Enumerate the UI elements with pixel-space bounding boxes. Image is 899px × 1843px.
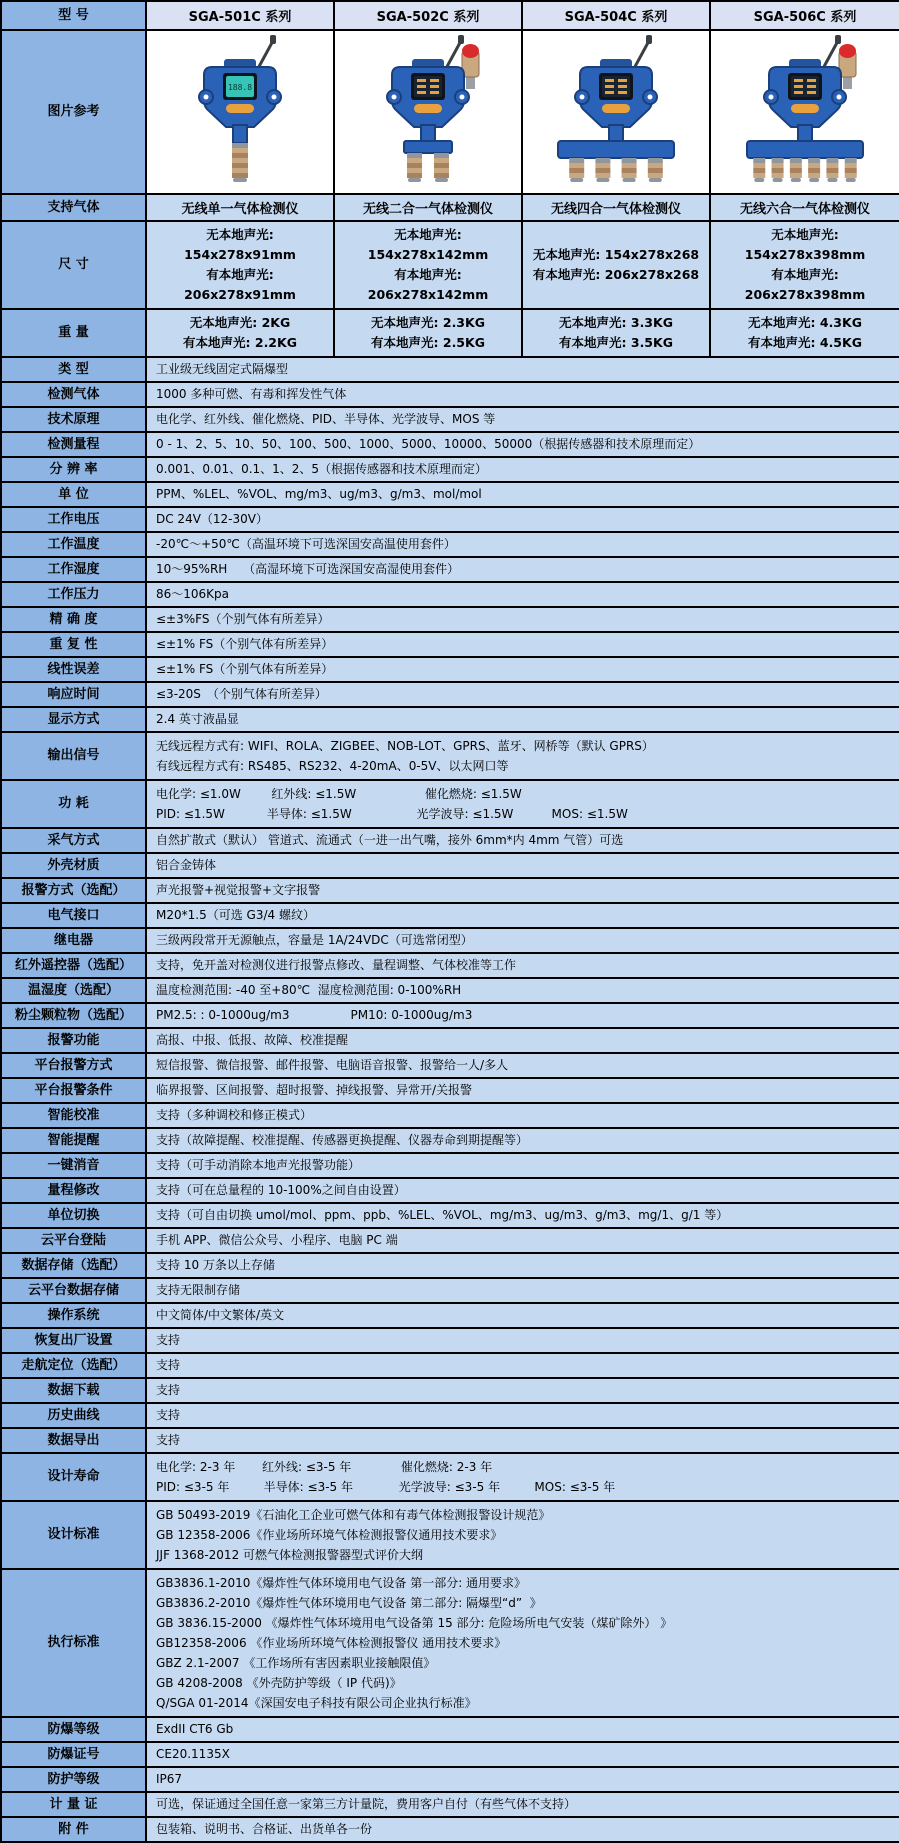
spec-value-type: 工业级无线固定式隔爆型	[146, 357, 899, 382]
spec-row-working-humidity	[1, 557, 899, 582]
product-image-sga-501c	[150, 82, 330, 192]
spec-label-ir-remote-optional: 红外遥控器（选配）	[1, 953, 146, 978]
model-header-sga-501c: SGA-501C 系列	[146, 1, 334, 30]
spec-row-working-temperature	[1, 532, 899, 557]
spec-label-explosion-proof-cert-no: 防爆证号	[1, 1742, 146, 1767]
spec-value-response-time: ≤3-20S （个别气体有所差异）	[146, 682, 899, 707]
model-header-sga-502c: SGA-502C 系列	[334, 1, 522, 30]
spec-row-operating-system	[1, 1303, 899, 1328]
spec-label-output-signal: 输出信号	[1, 732, 146, 780]
spec-label-accuracy: 精 确 度	[1, 607, 146, 632]
weight-row-value	[710, 309, 899, 357]
gas-type-value: 无线六合一气体检测仪	[710, 194, 899, 221]
spec-row-factory-reset	[1, 1328, 899, 1353]
spec-label-data-storage-optional: 数据存储（选配）	[1, 1253, 146, 1278]
spec-row-output-signal	[1, 732, 899, 780]
spec-row-display-mode	[1, 707, 899, 732]
spec-row-response-time	[1, 682, 899, 707]
gas-type-value: 无线四合一气体检测仪	[522, 194, 710, 221]
weight-row-value	[522, 309, 710, 357]
spec-row-repeatability	[1, 632, 899, 657]
value-line: GB 3836.15-2000 《爆炸性气体环境用电气设备第 15 部分: 危险场所电气安装（煤矿除外） 》	[156, 1616, 673, 1630]
spec-row-cloud-platform-login	[1, 1228, 899, 1253]
value-line: 有本地声光: 2.2KG	[183, 335, 297, 350]
model-header-label: 型 号	[1, 1, 146, 30]
spec-row-electrical-interface	[1, 903, 899, 928]
value-line: GB 50493-2019《石油化工企业可燃气体和有毒气体检测报警设计规范》	[156, 1508, 551, 1522]
spec-row-sampling-method	[1, 828, 899, 853]
spec-label-smart-reminder: 智能提醒	[1, 1128, 146, 1153]
product-image-cell	[710, 30, 899, 194]
value-line: GBZ 2.1-2007 《工作场所有害因素职业接触限值》	[156, 1656, 436, 1670]
value-line: 无本地声光: 4.3KG	[748, 315, 862, 330]
spec-row-resolution	[1, 457, 899, 482]
spec-value-detection-range: 0 - 1、2、5、10、50、100、500、1000、5000、10000、50000（根据传感器和技术原理而定）	[146, 432, 899, 457]
spec-value-design-life	[146, 1453, 899, 1501]
value-line: 无本地声光: 154x278x398mm	[744, 227, 866, 262]
value-line: 有本地声光: 206x278x268	[532, 267, 700, 282]
spec-value-unit-switching: 支持（可自由切换 umol/mol、ppm、ppb、%LEL、%VOL、mg/m3、ug/m3、g/m3、mg/1、g/1 等）	[146, 1203, 899, 1228]
spec-row-range-modification	[1, 1178, 899, 1203]
spec-value-explosion-proof-cert-no: CE20.1135X	[146, 1742, 899, 1767]
spec-row-one-key-mute	[1, 1153, 899, 1178]
value-line: 有本地声光: 2.5KG	[371, 335, 485, 350]
spec-value-working-voltage: DC 24V（12-30V）	[146, 507, 899, 532]
value-line: PID: ≤3-5 年 半导体: ≤3-5 年 光学波导: ≤3-5 年 MOS: ≤3-5 年	[156, 1480, 616, 1494]
spec-value-measurement-certificate: 可选，保证通过全国任意一家第三方计量院，费用客户自付（有些气体不支持）	[146, 1792, 899, 1817]
spec-value-technology: 电化学、红外线、催化燃烧、PID、半导体、光学波导、MOS 等	[146, 407, 899, 432]
spec-label-working-voltage: 工作电压	[1, 507, 146, 532]
spec-value-ir-remote-optional: 支持，免开盖对检测仪进行报警点修改、量程调整、气体校准等工作	[146, 953, 899, 978]
weight-row-value	[146, 309, 334, 357]
spec-row-alarm-mode-optional	[1, 878, 899, 903]
spec-row-platform-alarm-conditions	[1, 1078, 899, 1103]
spec-value-platform-alarm-conditions: 临界报警、区间报警、超时报警、掉线报警、异常开/关报警	[146, 1078, 899, 1103]
spec-label-execution-standards: 执行标准	[1, 1569, 146, 1717]
spec-row-type	[1, 357, 899, 382]
product-image-cell	[334, 30, 522, 194]
spec-label-operating-system: 操作系统	[1, 1303, 146, 1328]
spec-label-detection-gas: 检测气体	[1, 382, 146, 407]
svg-text:188.8: 188.8	[227, 82, 253, 92]
spec-label-protection-grade: 防护等级	[1, 1767, 146, 1792]
spec-row-detection-gas	[1, 382, 899, 407]
spec-value-protection-grade: IP67	[146, 1767, 899, 1792]
spec-label-navigation-positioning-optional: 走航定位（选配）	[1, 1353, 146, 1378]
spec-value-explosion-proof-grade: ExdII CT6 Gb	[146, 1717, 899, 1742]
spec-label-design-standards: 设计标准	[1, 1501, 146, 1569]
spec-row-working-voltage	[1, 507, 899, 532]
value-line: 有本地声光: 4.5KG	[748, 335, 862, 350]
image-reference-label: 图片参考	[1, 30, 146, 194]
product-image-sga-504c	[526, 173, 706, 192]
spec-label-electrical-interface: 电气接口	[1, 903, 146, 928]
spec-value-temp-humidity-optional: 温度检测范围: -40 至+80℃ 湿度检测范围: 0-100%RH	[146, 978, 899, 1003]
spec-row-accessories	[1, 1817, 899, 1842]
spec-label-platform-alarm-conditions: 平台报警条件	[1, 1078, 146, 1103]
spec-label-range-modification: 量程修改	[1, 1178, 146, 1203]
value-line: 无本地声光: 154x278x91mm	[184, 227, 296, 262]
spec-value-working-humidity: 10～95%RH （高湿环境下可选深国安高湿使用套件）	[146, 557, 899, 582]
spec-row-unit	[1, 482, 899, 507]
size-row-label: 尺 寸	[1, 221, 146, 309]
value-line: 有本地声光: 206x278x142mm	[367, 267, 489, 302]
spec-row-smart-reminder	[1, 1128, 899, 1153]
spec-row-unit-switching	[1, 1203, 899, 1228]
size-row-value	[710, 221, 899, 309]
spec-value-alarm-mode-optional: 声光报警+视觉报警+文字报警	[146, 878, 899, 903]
spec-value-relay: 三级两段常开无源触点，容量是 1A/24VDC（可选常闭型）	[146, 928, 899, 953]
spec-value-data-export: 支持	[146, 1428, 899, 1453]
spec-value-resolution: 0.001、0.01、0.1、1、2、5（根据传感器和技术原理而定）	[146, 457, 899, 482]
spec-label-cloud-data-storage: 云平台数据存储	[1, 1278, 146, 1303]
spec-row-power-consumption	[1, 780, 899, 828]
spec-value-working-temperature: -20℃～+50℃（高温环境下可选深国安高温使用套件）	[146, 532, 899, 557]
spec-value-sampling-method: 自然扩散式（默认） 管道式、流通式（一进一出气嘴，接外 6mm*内 4mm 气管）可选	[146, 828, 899, 853]
spec-label-housing-material: 外壳材质	[1, 853, 146, 878]
product-image-cell	[522, 30, 710, 194]
value-line: 电化学: 2-3 年 红外线: ≤3-5 年 催化燃烧: 2-3 年	[156, 1460, 493, 1474]
spec-label-response-time: 响应时间	[1, 682, 146, 707]
spec-value-cloud-platform-login: 手机 APP、微信公众号、小程序、电脑 PC 端	[146, 1228, 899, 1253]
spec-row-execution-standards	[1, 1569, 899, 1717]
spec-row-relay	[1, 928, 899, 953]
spec-row-detection-range	[1, 432, 899, 457]
spec-label-data-download: 数据下载	[1, 1378, 146, 1403]
spec-value-housing-material: 铝合金铸体	[146, 853, 899, 878]
spec-row-explosion-proof-cert-no	[1, 1742, 899, 1767]
spec-row-design-life	[1, 1453, 899, 1501]
product-image-cell	[146, 30, 334, 194]
spec-label-power-consumption: 功 耗	[1, 780, 146, 828]
spec-value-linearity-error: ≤±1% FS（个别气体有所差异）	[146, 657, 899, 682]
spec-value-one-key-mute: 支持（可手动消除本地声光报警功能）	[146, 1153, 899, 1178]
spec-value-alarm-functions: 高报、中报、低报、故障、校准提醒	[146, 1028, 899, 1053]
spec-value-execution-standards	[146, 1569, 899, 1717]
model-header-sga-504c: SGA-504C 系列	[522, 1, 710, 30]
spec-value-history-curve: 支持	[146, 1403, 899, 1428]
spec-value-electrical-interface: M20*1.5（可选 G3/4 螺纹）	[146, 903, 899, 928]
spec-value-design-standards	[146, 1501, 899, 1569]
spec-value-smart-reminder: 支持（故障提醒、校准提醒、传感器更换提醒、仪器寿命到期提醒等）	[146, 1128, 899, 1153]
gas-type-label: 支持气体	[1, 194, 146, 221]
spec-row-accuracy	[1, 607, 899, 632]
spec-value-cloud-data-storage: 支持无限制存储	[146, 1278, 899, 1303]
spec-label-smart-calibration: 智能校准	[1, 1103, 146, 1128]
size-row-value	[146, 221, 334, 309]
spec-label-resolution: 分 辨 率	[1, 457, 146, 482]
spec-label-explosion-proof-grade: 防爆等级	[1, 1717, 146, 1742]
spec-row-temp-humidity-optional	[1, 978, 899, 1003]
value-line: 无本地声光: 154x278x142mm	[367, 227, 489, 262]
spec-row-measurement-certificate	[1, 1792, 899, 1817]
spec-value-unit: PPM、%LEL、%VOL、mg/m3、ug/m3、g/m3、mol/mol	[146, 482, 899, 507]
value-line: GB3836.2-2010《爆炸性气体环境用电气设备 第二部分: 隔爆型“d” 》	[156, 1596, 542, 1610]
spec-label-working-humidity: 工作湿度	[1, 557, 146, 582]
spec-row-dust-particle-optional	[1, 1003, 899, 1028]
value-line: 有本地声光: 206x278x398mm	[744, 267, 866, 302]
value-line: JJF 1368-2012 可燃气体检测报警器型式评价大纲	[156, 1548, 424, 1562]
value-line: 无本地声光: 2KG	[189, 315, 291, 330]
gas-type-row	[1, 194, 899, 221]
spec-label-alarm-functions: 报警功能	[1, 1028, 146, 1053]
spec-value-detection-gas: 1000 多种可燃、有毒和挥发性气体	[146, 382, 899, 407]
spec-row-technology	[1, 407, 899, 432]
value-line: GB3836.1-2010《爆炸性气体环境用电气设备 第一部分: 通用要求》	[156, 1576, 527, 1590]
value-line: 有本地声光: 206x278x91mm	[184, 267, 296, 302]
spec-row-data-export	[1, 1428, 899, 1453]
spec-value-power-consumption	[146, 780, 899, 828]
spec-row-history-curve	[1, 1403, 899, 1428]
spec-row-cloud-data-storage	[1, 1278, 899, 1303]
spec-value-smart-calibration: 支持（多种调校和修正模式）	[146, 1103, 899, 1128]
spec-row-alarm-functions	[1, 1028, 899, 1053]
size-row	[1, 221, 899, 309]
spec-value-output-signal	[146, 732, 899, 780]
spec-table-body	[1, 1, 899, 1842]
spec-value-navigation-positioning-optional: 支持	[146, 1353, 899, 1378]
weight-row-label: 重 量	[1, 309, 146, 357]
value-line: 有本地声光: 3.5KG	[559, 335, 673, 350]
spec-row-housing-material	[1, 853, 899, 878]
value-line: GB 12358-2006《作业场所环境气体检测报警仪通用技术要求》	[156, 1528, 503, 1542]
value-line: PID: ≤1.5W 半导体: ≤1.5W 光学波导: ≤1.5W MOS: ≤1.5W	[156, 807, 628, 821]
spec-label-detection-range: 检测量程	[1, 432, 146, 457]
spec-label-platform-alarm-methods: 平台报警方式	[1, 1053, 146, 1078]
spec-row-smart-calibration	[1, 1103, 899, 1128]
spec-value-platform-alarm-methods: 短信报警、微信报警、邮件报警、电脑语音报警、报警给一人/多人	[146, 1053, 899, 1078]
spec-value-dust-particle-optional: PM2.5: : 0-1000ug/m3 PM10: 0-1000ug/m3	[146, 1003, 899, 1028]
weight-row-value	[334, 309, 522, 357]
gas-type-value: 无线二合一气体检测仪	[334, 194, 522, 221]
spec-label-design-life: 设计寿命	[1, 1453, 146, 1501]
value-line: 无线远程方式有: WIFI、ROLA、ZIGBEE、NOB-LOT、GPRS、蓝牙、网桥等（默认 GPRS）	[156, 739, 654, 753]
value-line: Q/SGA 01-2014《深国安电子科技有限公司企业执行标准》	[156, 1696, 477, 1710]
spec-label-linearity-error: 线性误差	[1, 657, 146, 682]
weight-row	[1, 309, 899, 357]
spec-label-history-curve: 历史曲线	[1, 1403, 146, 1428]
spec-row-design-standards	[1, 1501, 899, 1569]
spec-label-dust-particle-optional: 粉尘颗粒物（选配）	[1, 1003, 146, 1028]
spec-label-measurement-certificate: 计 量 证	[1, 1792, 146, 1817]
image-row	[1, 30, 899, 194]
value-line: 无本地声光: 3.3KG	[559, 315, 673, 330]
value-line: GB12358-2006 《作业场所环境气体检测报警仪 通用技术要求》	[156, 1636, 507, 1650]
value-line: 无本地声光: 154x278x268	[532, 247, 700, 262]
value-line: GB 4208-2008 《外壳防护等级（ IP 代码)》	[156, 1676, 402, 1690]
spec-value-accuracy: ≤±3%FS（个别气体有所差异）	[146, 607, 899, 632]
header-row	[1, 1, 899, 30]
product-image-sga-502c	[338, 173, 518, 192]
value-line: 电化学: ≤1.0W 红外线: ≤1.5W 催化燃烧: ≤1.5W	[156, 787, 522, 801]
spec-value-factory-reset: 支持	[146, 1328, 899, 1353]
spec-row-working-pressure	[1, 582, 899, 607]
spec-row-linearity-error	[1, 657, 899, 682]
spec-value-range-modification: 支持（可在总量程的 10-100%之间自由设置）	[146, 1178, 899, 1203]
spec-row-explosion-proof-grade	[1, 1717, 899, 1742]
spec-label-working-temperature: 工作温度	[1, 532, 146, 557]
spec-label-factory-reset: 恢复出厂设置	[1, 1328, 146, 1353]
spec-label-accessories: 附 件	[1, 1817, 146, 1842]
value-line: 有线远程方式有: RS485、RS232、4-20mA、0-5V、以太网口等	[156, 759, 509, 773]
spec-label-display-mode: 显示方式	[1, 707, 146, 732]
spec-value-data-storage-optional: 支持 10 万条以上存储	[146, 1253, 899, 1278]
model-header-sga-506c: SGA-506C 系列	[710, 1, 899, 30]
spec-value-working-pressure: 86～106Kpa	[146, 582, 899, 607]
spec-label-unit: 单 位	[1, 482, 146, 507]
spec-label-unit-switching: 单位切换	[1, 1203, 146, 1228]
size-row-value	[522, 221, 710, 309]
spec-label-type: 类 型	[1, 357, 146, 382]
spec-label-working-pressure: 工作压力	[1, 582, 146, 607]
spec-value-display-mode: 2.4 英寸液晶显	[146, 707, 899, 732]
spec-label-data-export: 数据导出	[1, 1428, 146, 1453]
spec-value-repeatability: ≤±1% FS（个别气体有所差异）	[146, 632, 899, 657]
value-line: 无本地声光: 2.3KG	[371, 315, 485, 330]
spec-row-protection-grade	[1, 1767, 899, 1792]
spec-value-data-download: 支持	[146, 1378, 899, 1403]
spec-row-data-storage-optional	[1, 1253, 899, 1278]
spec-label-sampling-method: 采气方式	[1, 828, 146, 853]
gas-type-value: 无线单一气体检测仪	[146, 194, 334, 221]
spec-row-platform-alarm-methods	[1, 1053, 899, 1078]
size-row-value	[334, 221, 522, 309]
spec-label-one-key-mute: 一键消音	[1, 1153, 146, 1178]
spec-label-alarm-mode-optional: 报警方式（选配）	[1, 878, 146, 903]
spec-label-relay: 继电器	[1, 928, 146, 953]
spec-label-cloud-platform-login: 云平台登陆	[1, 1228, 146, 1253]
spec-row-data-download	[1, 1378, 899, 1403]
spec-value-accessories: 包装箱、说明书、合格证、出货单各一份	[146, 1817, 899, 1842]
spec-value-operating-system: 中文简体/中文繁体/英文	[146, 1303, 899, 1328]
spec-label-technology: 技术原理	[1, 407, 146, 432]
spec-row-navigation-positioning-optional	[1, 1353, 899, 1378]
product-image-sga-506c	[715, 173, 895, 192]
spec-row-ir-remote-optional	[1, 953, 899, 978]
spec-label-temp-humidity-optional: 温湿度（选配）	[1, 978, 146, 1003]
spec-label-repeatability: 重 复 性	[1, 632, 146, 657]
